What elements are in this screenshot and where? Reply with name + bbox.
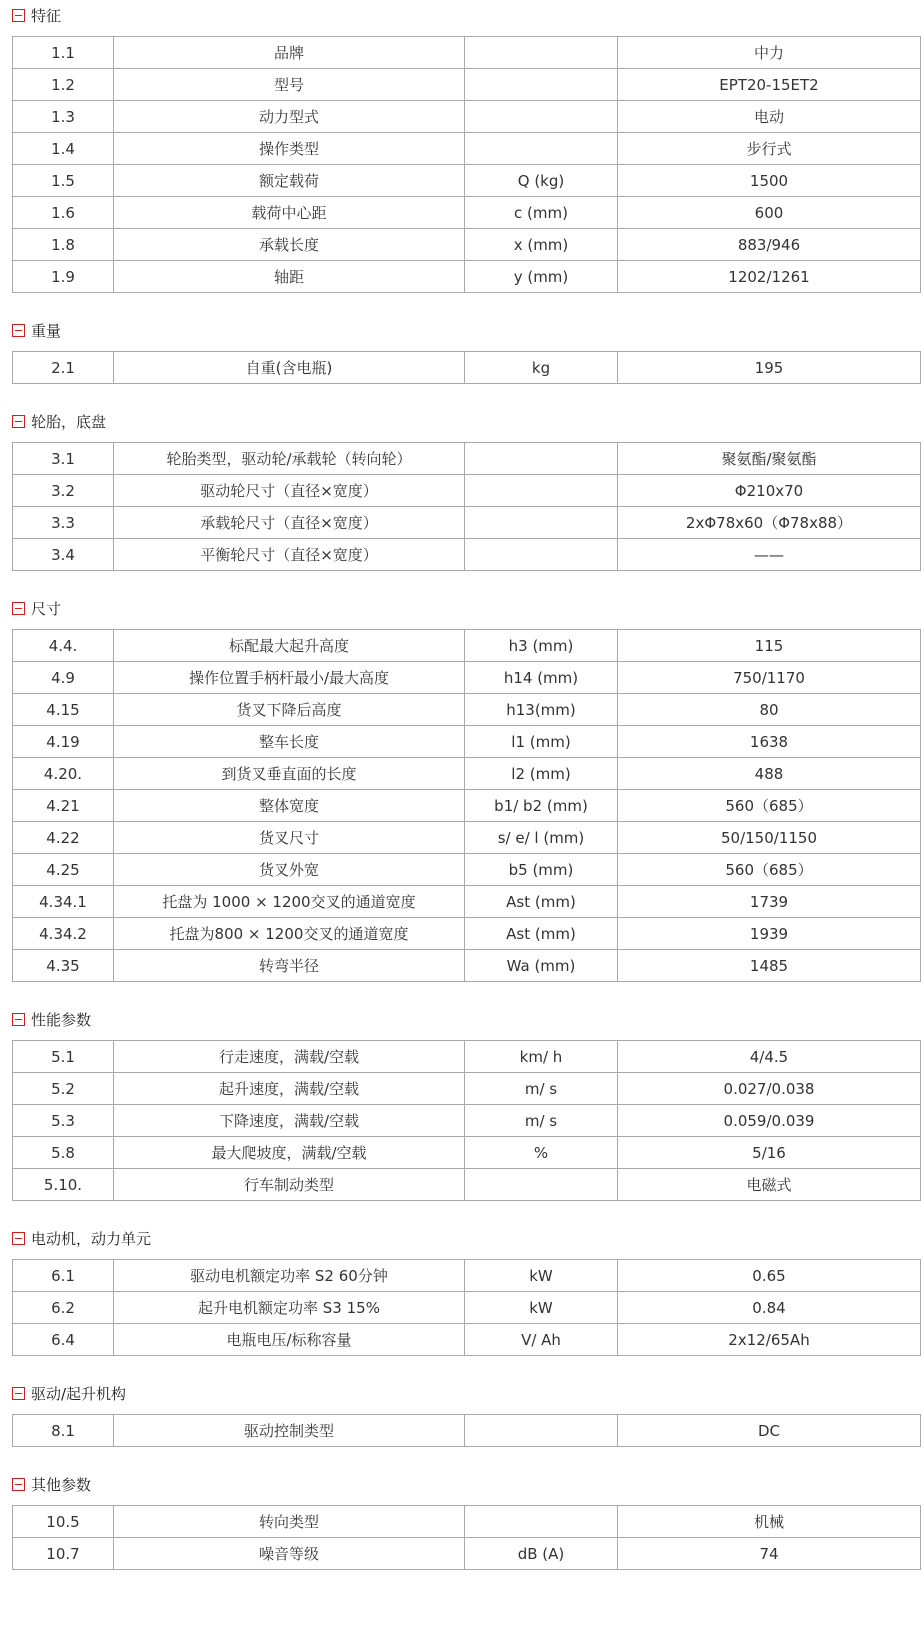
spec-value-cell: 750/1170	[618, 662, 921, 694]
spec-code-cell: 4.20.	[13, 758, 114, 790]
table-row	[13, 133, 921, 165]
spec-value-cell: 115	[618, 630, 921, 662]
spec-table	[12, 1414, 921, 1447]
spec-section	[12, 1223, 924, 1378]
collapse-icon[interactable]	[12, 1013, 25, 1026]
spec-unit-cell: kW	[465, 1260, 618, 1292]
spec-value-cell: 0.84	[618, 1292, 921, 1324]
table-row	[13, 1260, 921, 1292]
spec-value-cell: 883/946	[618, 229, 921, 261]
spec-name-cell: 标配最大起升高度	[114, 630, 465, 662]
spec-code-cell: 5.10.	[13, 1169, 114, 1201]
spec-code-cell: 1.9	[13, 261, 114, 293]
spec-code-cell: 4.22	[13, 822, 114, 854]
table-row	[13, 1105, 921, 1137]
spec-unit-cell: c (mm)	[465, 197, 618, 229]
section-title: 驱动/起升机构	[31, 1384, 127, 1403]
spec-unit-cell	[465, 475, 618, 507]
spec-code-cell: 4.15	[13, 694, 114, 726]
spec-code-cell: 6.1	[13, 1260, 114, 1292]
spec-value-cell: 80	[618, 694, 921, 726]
collapse-icon[interactable]	[12, 415, 25, 428]
spec-code-cell: 1.1	[13, 37, 114, 69]
spec-name-cell: 驱动轮尺寸（直径×宽度）	[114, 475, 465, 507]
spec-name-cell: 下降速度，满载/空载	[114, 1105, 465, 1137]
collapse-icon[interactable]	[12, 1387, 25, 1400]
spec-value-cell: 50/150/1150	[618, 822, 921, 854]
spec-unit-cell: b1/ b2 (mm)	[465, 790, 618, 822]
table-row	[13, 1292, 921, 1324]
spec-code-cell: 1.4	[13, 133, 114, 165]
spec-value-cell: 中力	[618, 37, 921, 69]
spec-value-cell: Φ210x70	[618, 475, 921, 507]
section-title: 尺寸	[31, 599, 62, 618]
spec-code-cell: 5.3	[13, 1105, 114, 1137]
spec-code-cell: 10.5	[13, 1506, 114, 1538]
spec-unit-cell: h14 (mm)	[465, 662, 618, 694]
spec-code-cell: 4.19	[13, 726, 114, 758]
spec-name-cell: 电瓶电压/标称容量	[114, 1324, 465, 1356]
table-row	[13, 539, 921, 571]
spec-value-cell: 1500	[618, 165, 921, 197]
spec-name-cell: 转向类型	[114, 1506, 465, 1538]
spec-unit-cell	[465, 69, 618, 101]
collapse-icon[interactable]	[12, 602, 25, 615]
spec-name-cell: 载荷中心距	[114, 197, 465, 229]
spec-table	[12, 629, 921, 982]
spec-unit-cell	[465, 1169, 618, 1201]
spec-name-cell: 托盘为800 × 1200交叉的通道宽度	[114, 918, 465, 950]
table-row	[13, 1415, 921, 1447]
spec-code-cell: 4.25	[13, 854, 114, 886]
spec-section	[12, 1004, 924, 1223]
table-row	[13, 950, 921, 982]
table-row	[13, 822, 921, 854]
spec-unit-cell	[465, 539, 618, 571]
spec-name-cell: 轴距	[114, 261, 465, 293]
collapse-icon[interactable]	[12, 1232, 25, 1245]
spec-unit-cell: x (mm)	[465, 229, 618, 261]
spec-unit-cell: h13(mm)	[465, 694, 618, 726]
section-title: 性能参数	[31, 1010, 92, 1029]
spec-code-cell: 1.6	[13, 197, 114, 229]
table-row	[13, 918, 921, 950]
spec-value-cell: 聚氨酯/聚氨酯	[618, 443, 921, 475]
spec-name-cell: 自重(含电瓶)	[114, 352, 465, 384]
table-row	[13, 1538, 921, 1570]
spec-name-cell: 动力型式	[114, 101, 465, 133]
spec-code-cell: 2.1	[13, 352, 114, 384]
spec-value-cell: DC	[618, 1415, 921, 1447]
spec-value-cell: 1202/1261	[618, 261, 921, 293]
spec-unit-cell	[465, 1415, 618, 1447]
table-row	[13, 854, 921, 886]
spec-unit-cell: m/ s	[465, 1073, 618, 1105]
spec-value-cell: 560（685）	[618, 854, 921, 886]
spec-code-cell: 3.4	[13, 539, 114, 571]
spec-code-cell: 4.35	[13, 950, 114, 982]
table-row	[13, 352, 921, 384]
spec-value-cell: EPT20-15ET2	[618, 69, 921, 101]
spec-name-cell: 转弯半径	[114, 950, 465, 982]
section-title: 特征	[31, 6, 62, 25]
spec-unit-cell: Q (kg)	[465, 165, 618, 197]
spec-table	[12, 442, 921, 571]
section-header[interactable]	[12, 1004, 924, 1034]
table-row	[13, 229, 921, 261]
spec-unit-cell: b5 (mm)	[465, 854, 618, 886]
table-row	[13, 69, 921, 101]
section-header[interactable]	[12, 406, 924, 436]
spec-unit-cell	[465, 507, 618, 539]
spec-value-cell: 2xΦ78x60（Φ78x88）	[618, 507, 921, 539]
spec-code-cell: 6.4	[13, 1324, 114, 1356]
table-row	[13, 197, 921, 229]
section-header[interactable]	[12, 593, 924, 623]
spec-name-cell: 驱动电机额定功率 S2 60分钟	[114, 1260, 465, 1292]
spec-code-cell: 1.3	[13, 101, 114, 133]
spec-unit-cell: Ast (mm)	[465, 918, 618, 950]
spec-section	[12, 315, 924, 406]
section-header[interactable]	[12, 0, 924, 30]
table-row	[13, 1506, 921, 1538]
spec-name-cell: 起升电机额定功率 S3 15%	[114, 1292, 465, 1324]
spec-table	[12, 351, 921, 384]
spec-code-cell: 4.9	[13, 662, 114, 694]
spec-name-cell: 噪音等级	[114, 1538, 465, 1570]
spec-name-cell: 额定载荷	[114, 165, 465, 197]
spec-code-cell: 5.1	[13, 1041, 114, 1073]
table-row	[13, 507, 921, 539]
spec-table	[12, 1259, 921, 1356]
spec-code-cell: 5.2	[13, 1073, 114, 1105]
spec-value-cell: 0.65	[618, 1260, 921, 1292]
table-row	[13, 443, 921, 475]
spec-table	[12, 1040, 921, 1201]
spec-section	[12, 593, 924, 1004]
spec-name-cell: 起升速度，满载/空载	[114, 1073, 465, 1105]
spec-unit-cell: l2 (mm)	[465, 758, 618, 790]
table-row	[13, 1137, 921, 1169]
spec-value-cell: 0.059/0.039	[618, 1105, 921, 1137]
spec-unit-cell: km/ h	[465, 1041, 618, 1073]
spec-value-cell: 1638	[618, 726, 921, 758]
spec-value-cell: 步行式	[618, 133, 921, 165]
spec-table	[12, 1505, 921, 1570]
spec-name-cell: 货叉尺寸	[114, 822, 465, 854]
table-row	[13, 1041, 921, 1073]
table-row	[13, 1169, 921, 1201]
spec-code-cell: 1.8	[13, 229, 114, 261]
spec-value-cell: 2x12/65Ah	[618, 1324, 921, 1356]
spec-code-cell: 3.1	[13, 443, 114, 475]
spec-value-cell: 0.027/0.038	[618, 1073, 921, 1105]
spec-value-cell: 74	[618, 1538, 921, 1570]
spec-name-cell: 最大爬坡度，满载/空载	[114, 1137, 465, 1169]
spec-value-cell: 4/4.5	[618, 1041, 921, 1073]
section-header[interactable]	[12, 1378, 924, 1408]
spec-unit-cell: %	[465, 1137, 618, 1169]
spec-unit-cell: Ast (mm)	[465, 886, 618, 918]
spec-code-cell: 6.2	[13, 1292, 114, 1324]
spec-value-cell: 1739	[618, 886, 921, 918]
spec-unit-cell: Wa (mm)	[465, 950, 618, 982]
spec-table	[12, 36, 921, 293]
spec-code-cell: 4.4.	[13, 630, 114, 662]
spec-value-cell: 1939	[618, 918, 921, 950]
spec-unit-cell: kW	[465, 1292, 618, 1324]
table-row	[13, 726, 921, 758]
table-row	[13, 37, 921, 69]
spec-unit-cell: V/ Ah	[465, 1324, 618, 1356]
section-title: 其他参数	[31, 1475, 92, 1494]
spec-name-cell: 承载长度	[114, 229, 465, 261]
spec-name-cell: 整车长度	[114, 726, 465, 758]
table-row	[13, 1324, 921, 1356]
spec-name-cell: 操作位置手柄杆最小/最大高度	[114, 662, 465, 694]
spec-code-cell: 5.8	[13, 1137, 114, 1169]
spec-code-cell: 3.3	[13, 507, 114, 539]
spec-value-cell: 600	[618, 197, 921, 229]
spec-value-cell: 195	[618, 352, 921, 384]
spec-value-cell: 560（685）	[618, 790, 921, 822]
table-row	[13, 630, 921, 662]
spec-section	[12, 1378, 924, 1469]
section-title: 电动机，动力单元	[31, 1229, 152, 1248]
spec-name-cell: 货叉下降后高度	[114, 694, 465, 726]
spec-name-cell: 整体宽度	[114, 790, 465, 822]
section-header[interactable]	[12, 1469, 924, 1499]
spec-name-cell: 托盘为 1000 × 1200交叉的通道宽度	[114, 886, 465, 918]
spec-unit-cell: h3 (mm)	[465, 630, 618, 662]
table-row	[13, 475, 921, 507]
table-row	[13, 662, 921, 694]
spec-name-cell: 承载轮尺寸（直径×宽度）	[114, 507, 465, 539]
spec-code-cell: 8.1	[13, 1415, 114, 1447]
spec-unit-cell	[465, 1506, 618, 1538]
table-row	[13, 101, 921, 133]
spec-unit-cell	[465, 37, 618, 69]
table-row	[13, 1073, 921, 1105]
table-row	[13, 694, 921, 726]
spec-unit-cell: kg	[465, 352, 618, 384]
collapse-icon[interactable]	[12, 1478, 25, 1491]
spec-name-cell: 货叉外宽	[114, 854, 465, 886]
spec-value-cell: 电磁式	[618, 1169, 921, 1201]
collapse-icon[interactable]	[12, 9, 25, 22]
spec-name-cell: 品牌	[114, 37, 465, 69]
table-row	[13, 758, 921, 790]
spec-code-cell: 4.21	[13, 790, 114, 822]
spec-value-cell: 机械	[618, 1506, 921, 1538]
spec-section	[12, 1469, 924, 1570]
spec-value-cell: 电动	[618, 101, 921, 133]
spec-code-cell: 1.5	[13, 165, 114, 197]
spec-name-cell: 型号	[114, 69, 465, 101]
section-header[interactable]	[12, 1223, 924, 1253]
spec-code-cell: 4.34.2	[13, 918, 114, 950]
section-title: 轮胎，底盘	[31, 412, 107, 431]
spec-section	[12, 0, 924, 315]
spec-name-cell: 行走速度，满载/空载	[114, 1041, 465, 1073]
spec-value-cell: 5/16	[618, 1137, 921, 1169]
spec-name-cell: 轮胎类型，驱动轮/承载轮（转向轮）	[114, 443, 465, 475]
section-header[interactable]	[12, 315, 924, 345]
spec-unit-cell	[465, 101, 618, 133]
spec-name-cell: 操作类型	[114, 133, 465, 165]
spec-unit-cell: dB (A)	[465, 1538, 618, 1570]
spec-value-cell: 488	[618, 758, 921, 790]
spec-code-cell: 1.2	[13, 69, 114, 101]
spec-unit-cell	[465, 443, 618, 475]
section-title: 重量	[31, 321, 62, 340]
table-row	[13, 165, 921, 197]
spec-unit-cell: l1 (mm)	[465, 726, 618, 758]
spec-code-cell: 4.34.1	[13, 886, 114, 918]
table-row	[13, 790, 921, 822]
spec-value-cell: ——	[618, 539, 921, 571]
spec-unit-cell	[465, 133, 618, 165]
spec-name-cell: 平衡轮尺寸（直径×宽度）	[114, 539, 465, 571]
spec-value-cell: 1485	[618, 950, 921, 982]
table-row	[13, 886, 921, 918]
table-row	[13, 261, 921, 293]
spec-name-cell: 驱动控制类型	[114, 1415, 465, 1447]
spec-unit-cell: m/ s	[465, 1105, 618, 1137]
spec-unit-cell: s/ e/ l (mm)	[465, 822, 618, 854]
collapse-icon[interactable]	[12, 324, 25, 337]
spec-code-cell: 3.2	[13, 475, 114, 507]
spec-name-cell: 行车制动类型	[114, 1169, 465, 1201]
spec-section	[12, 406, 924, 593]
spec-name-cell: 到货叉垂直面的长度	[114, 758, 465, 790]
spec-code-cell: 10.7	[13, 1538, 114, 1570]
spec-unit-cell: y (mm)	[465, 261, 618, 293]
